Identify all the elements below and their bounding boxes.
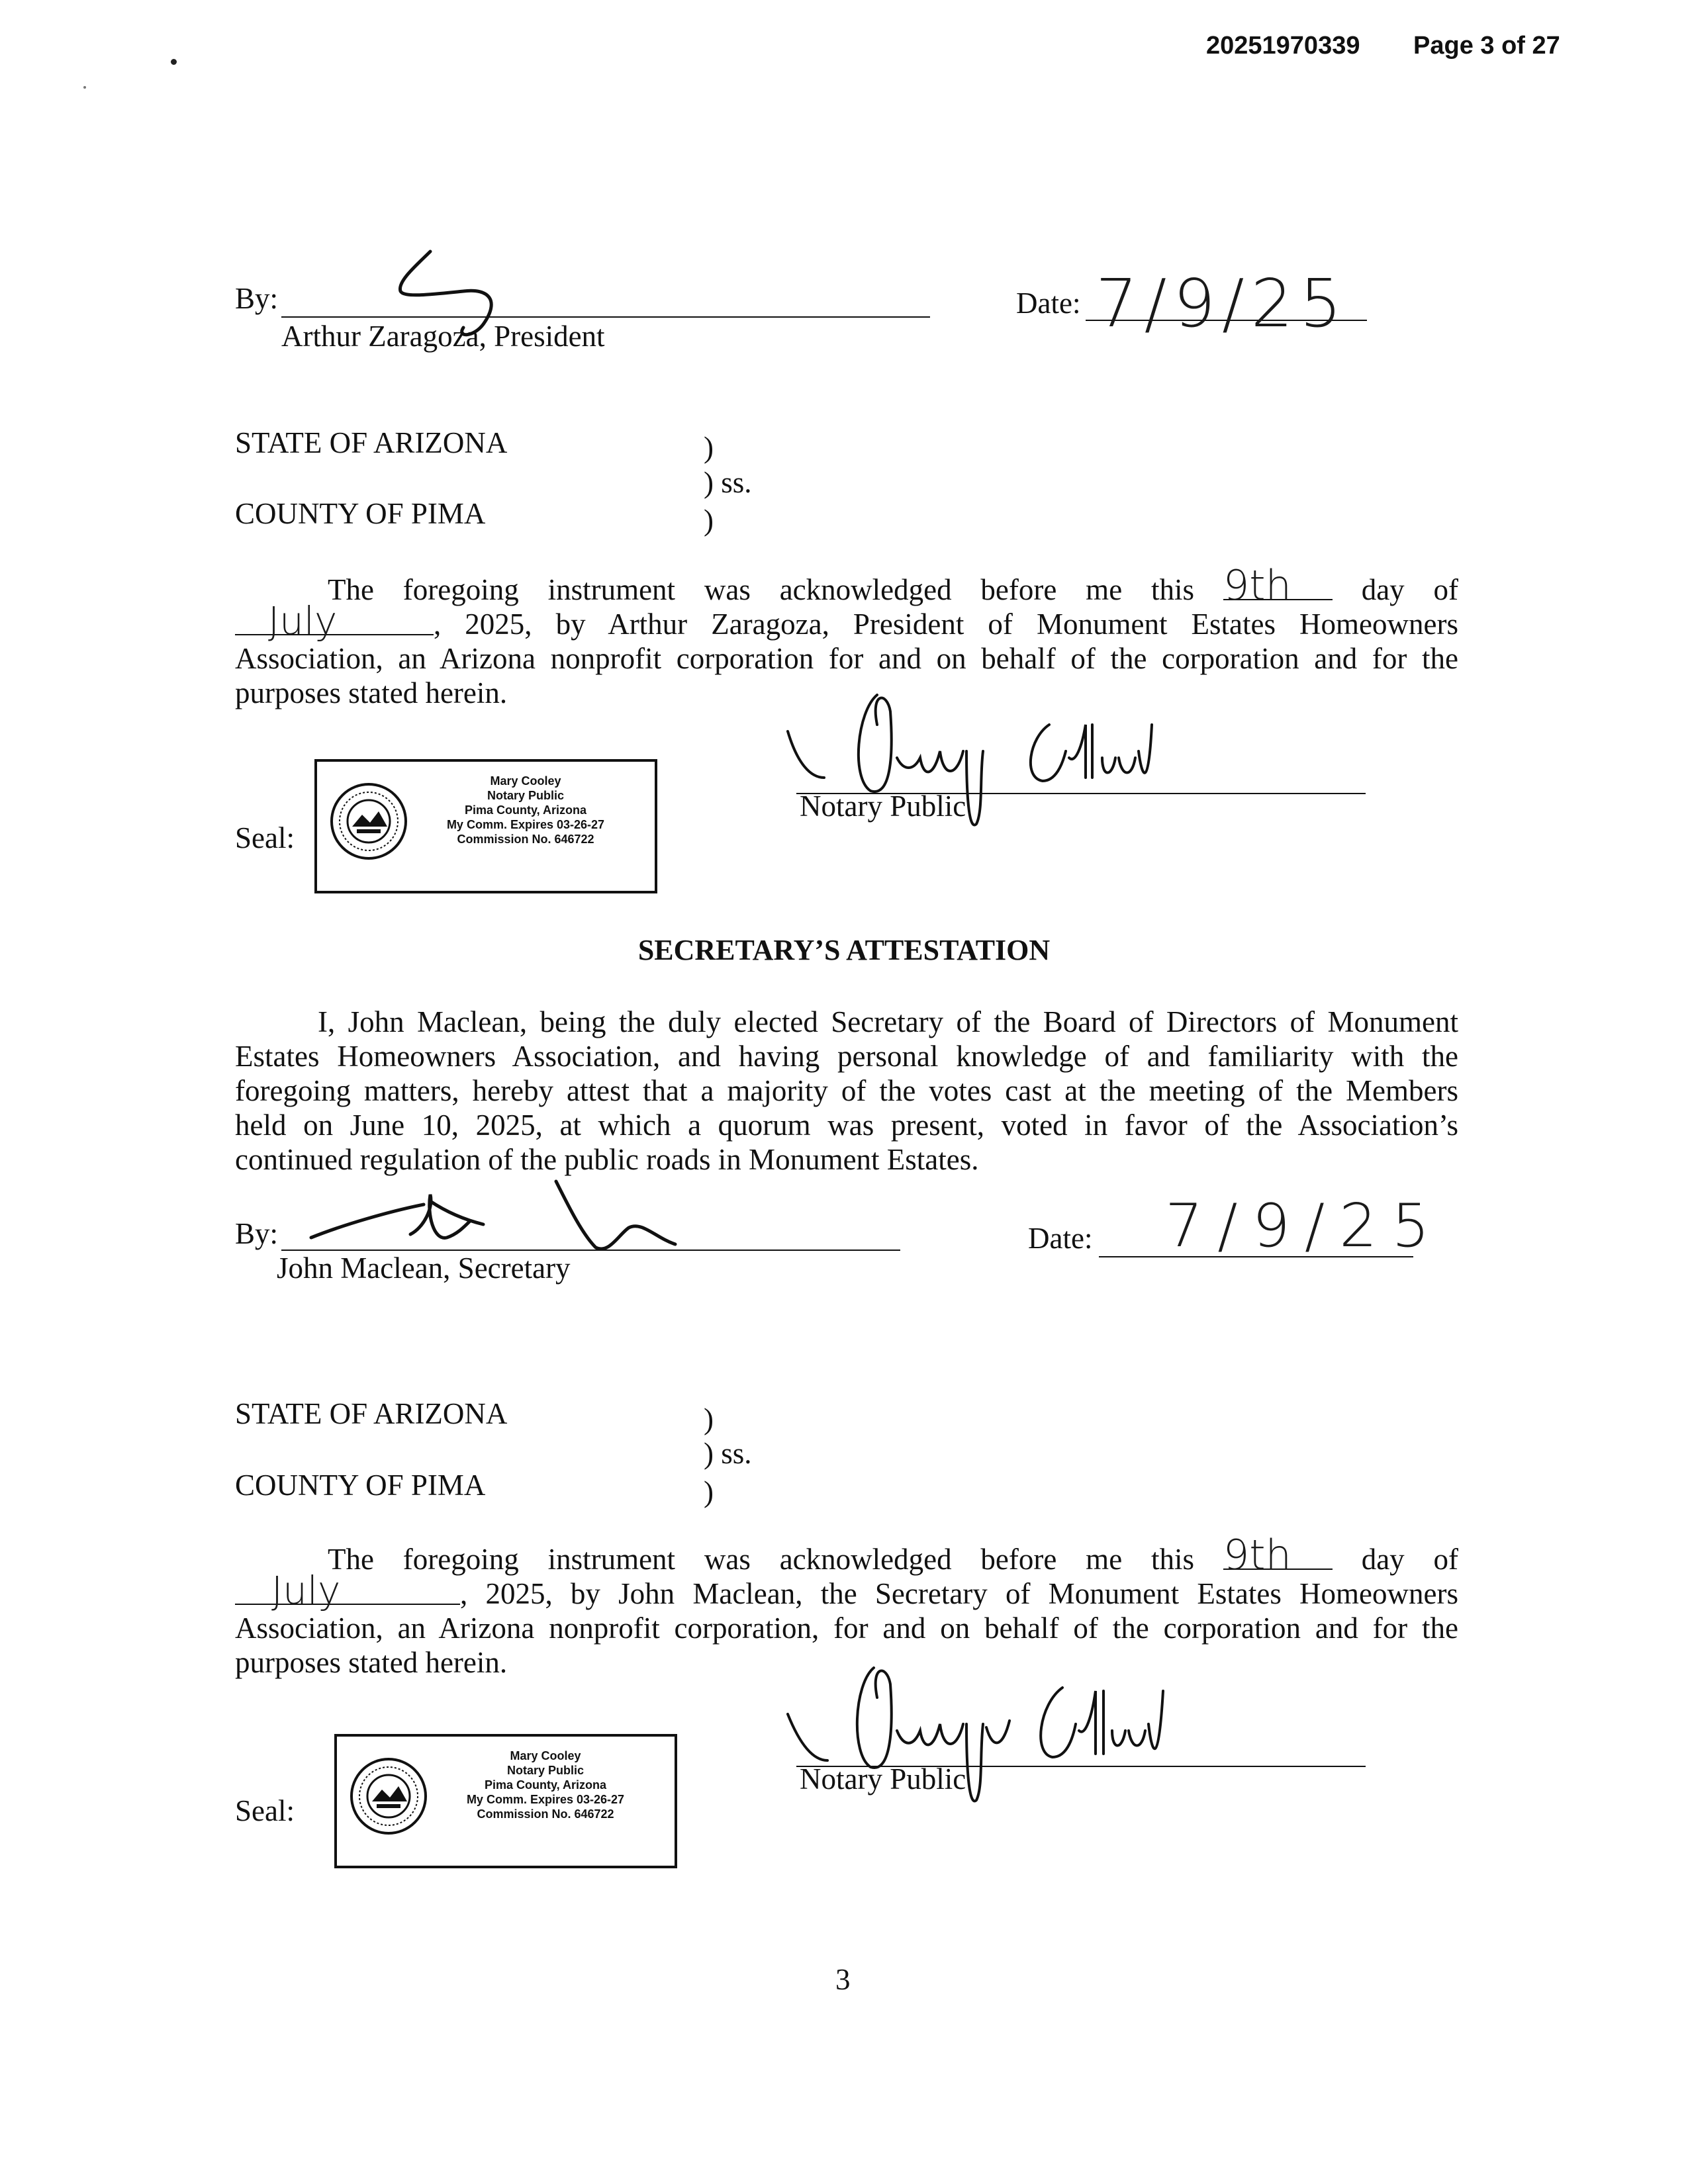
notary-signature <box>784 685 1182 837</box>
handwritten-date: 7/9/25 <box>1165 1191 1444 1261</box>
seal-label: Seal: <box>235 821 295 854</box>
venue-paren: ) <box>704 504 714 537</box>
ack-line-1 <box>235 1531 1458 1579</box>
attestation-paragraph <box>235 1005 1458 1177</box>
notary-caption: Notary Public <box>800 790 966 823</box>
arizona-seal-emblem <box>329 782 408 861</box>
venue-ss: ) ss. <box>704 466 752 499</box>
venue-paren: ) <box>704 431 714 464</box>
attestation-title: SECRETARY’S ATTESTATION <box>637 934 1051 966</box>
ack-line-3: Association, an Arizona nonprofit corporation, for and on behalf of the corporation and for the <box>235 1612 1458 1645</box>
notary-caption: Notary Public <box>800 1762 966 1796</box>
seal-line: Pima County, Arizona <box>464 803 587 817</box>
page-label: Page 3 of 27 <box>1413 32 1560 60</box>
attestation-line: I, John Maclean, being the duly elected Secretary of the Board of Directors of Monument <box>318 1005 1458 1038</box>
ack-line-4: purposes stated herein. <box>235 1646 508 1679</box>
venue-paren: ) <box>704 1402 714 1435</box>
ack-day-of: day of <box>1361 1543 1458 1576</box>
ack-line-4: purposes stated herein. <box>235 676 508 709</box>
scan-speck <box>171 59 177 65</box>
ack-intro-text: The foregoing instrument was acknowledged before me this <box>328 1543 1195 1576</box>
ack-day-of: day of <box>1361 573 1458 606</box>
date-label: Date: <box>1016 287 1081 320</box>
seal-text-block <box>426 1749 665 1821</box>
attestation-line: foregoing matters, hereby attest that a majority of the votes cast at the meeting of the Members <box>235 1074 1458 1107</box>
ack-day-field: 9th <box>1223 1542 1333 1570</box>
seal-line: Mary Cooley <box>510 1749 581 1762</box>
ack-line-2-text: , 2025, by John Maclean, the Secretary of Monument Estates Homeowners <box>460 1577 1458 1610</box>
seal-line: Notary Public <box>487 789 565 802</box>
seal-line: Commission No. 646722 <box>477 1807 614 1821</box>
arizona-seal-emblem <box>349 1756 428 1836</box>
seal-line: My Comm. Expires 03-26-27 <box>446 818 605 831</box>
ack-line-2-text: , 2025, by Arthur Zaragoza, President of Monument Estates Homeowners <box>434 608 1458 641</box>
seal-line: Mary Cooley <box>490 774 561 788</box>
ack-month-field: July <box>235 1577 460 1605</box>
handwritten-date: 7/9/25 <box>1096 265 1348 342</box>
scan-speck <box>83 86 86 89</box>
seal-line: Notary Public <box>506 1764 585 1777</box>
notary-seal-stamp <box>314 759 657 893</box>
venue-ss: ) ss. <box>704 1437 752 1470</box>
secretary-name: John Maclean, Secretary <box>277 1251 571 1285</box>
ack-line-3: Association, an Arizona nonprofit corporation for and on behalf of the corporation and for the <box>235 642 1458 675</box>
ack-line-1 <box>235 561 1458 610</box>
page-number: 3 <box>835 1963 851 1996</box>
ack-day-field: 9th <box>1223 572 1333 600</box>
president-name: Arthur Zaragoza, President <box>281 320 605 353</box>
county-label: COUNTY OF PIMA <box>235 1469 486 1502</box>
venue-paren: ) <box>704 1475 714 1508</box>
by-label: By: <box>235 282 279 315</box>
attestation-line: continued regulation of the public roads in Monument Estates. <box>235 1143 979 1176</box>
by-label: By: <box>235 1217 279 1250</box>
seal-label: Seal: <box>235 1794 295 1827</box>
signature-line <box>281 316 930 318</box>
seal-text-block <box>406 774 645 846</box>
date-label: Date: <box>1028 1222 1093 1255</box>
notary-signature <box>784 1655 1208 1813</box>
seal-line: My Comm. Expires 03-26-27 <box>466 1793 625 1806</box>
ack-month-field: July <box>235 608 434 635</box>
ack-line-2 <box>235 1568 1458 1613</box>
document-number: 20251970339 <box>1206 32 1360 60</box>
seal-line: Commission No. 646722 <box>457 833 594 846</box>
state-label: STATE OF ARIZONA <box>235 1397 508 1430</box>
ack-intro-text: The foregoing instrument was acknowledged before me this <box>328 573 1195 606</box>
attestation-line: held on June 10, 2025, at which a quorum was present, voted in favor of the Association’s <box>235 1109 1458 1142</box>
seal-line: Pima County, Arizona <box>484 1778 607 1792</box>
ack-line-2 <box>235 598 1458 643</box>
notary-seal-stamp <box>334 1734 677 1868</box>
county-label: COUNTY OF PIMA <box>235 497 486 530</box>
state-label: STATE OF ARIZONA <box>235 426 508 459</box>
attestation-line: Estates Homeowners Association, and having personal knowledge of and familiarity with the <box>235 1040 1458 1073</box>
